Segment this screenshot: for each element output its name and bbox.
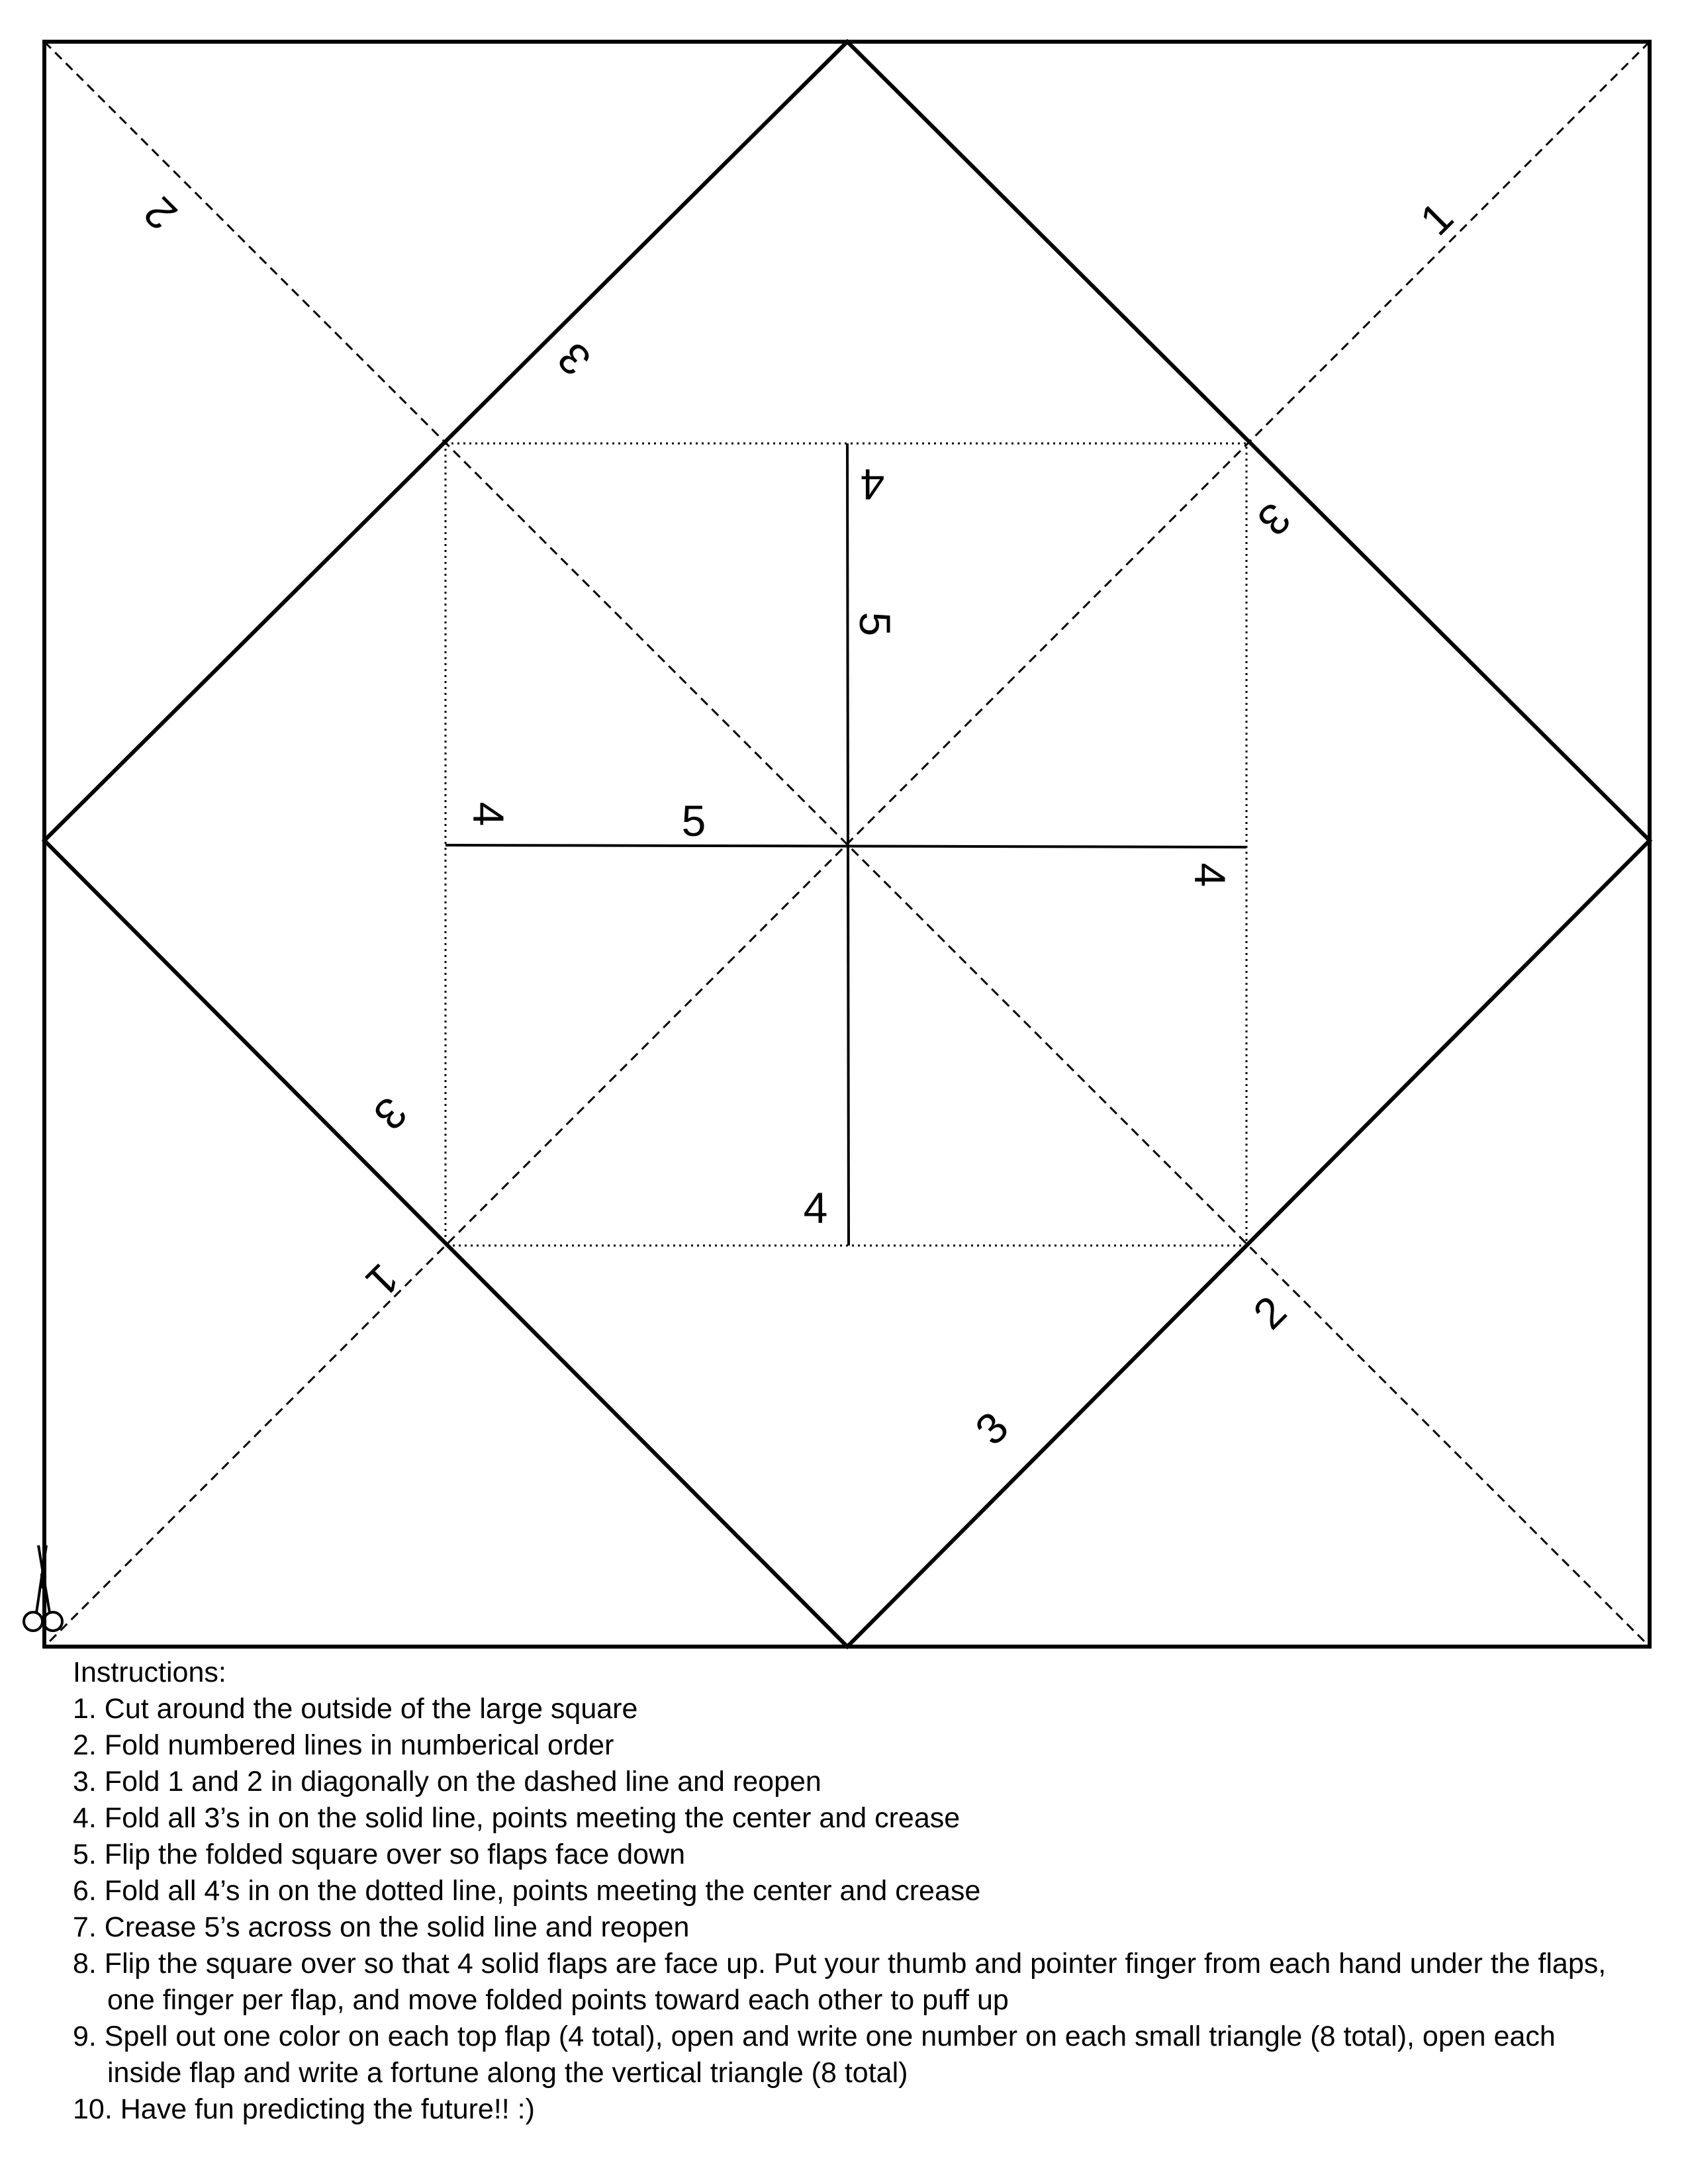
label-4-bottom-vertical: 4 — [803, 1183, 828, 1232]
label-4-right-horizontal: 4 — [1186, 862, 1235, 887]
label-5-left-horizontal: 5 — [681, 796, 706, 845]
label-2-top-left: 2 — [134, 187, 187, 240]
instruction-step: 10. Have fun predicting the future!! :) — [73, 2093, 535, 2125]
vertical-fold-5 — [847, 443, 849, 1246]
label-3-lower-right: 3 — [965, 1402, 1018, 1455]
instruction-step: 1. Cut around the outside of the large square — [73, 1693, 638, 1725]
label-4-left-horizontal: 4 — [464, 801, 513, 827]
instruction-step: 8. Flip the square over so that 4 solid flaps are face up. Put your thumb and pointer finger from each hand under the flaps, one finger per flap, and move folded points toward each other to puff up — [73, 1948, 1607, 2016]
label-4-top-vertical: 4 — [860, 460, 885, 509]
label-3-lower-left: 3 — [364, 1087, 417, 1140]
horizontal-fold-5 — [445, 845, 1246, 847]
instruction-step: 4. Fold all 3’s in on the solid line, points meeting the center and crease — [73, 1802, 961, 1834]
instruction-step: 6. Fold all 4’s in on the dotted line, points meeting the center and crease — [73, 1875, 981, 1907]
instruction-step: 2. Fold numbered lines in numberical order — [73, 1729, 614, 1761]
instruction-step: 3. Fold 1 and 2 in diagonally on the dashed line and reopen — [73, 1766, 821, 1797]
instructions-title: Instructions: — [73, 1657, 226, 1688]
instructions-block — [73, 1655, 1628, 2128]
instruction-step: 7. Crease 5’s across on the solid line and reopen — [73, 1911, 690, 1943]
instruction-step: 9. Spell out one color on each top flap (4 total), open and write one number on each small triangle (8 total), open each inside flap and write a fortune along the vertical triangle (8 total) — [73, 2021, 1556, 2089]
label-5-top-vertical: 5 — [851, 612, 900, 637]
label-1-top-right: 1 — [1410, 192, 1463, 245]
label-1-lower-left: 1 — [356, 1254, 409, 1307]
label-2-lower-right: 2 — [1243, 1286, 1296, 1339]
label-3-upper-left: 3 — [547, 333, 600, 386]
instructions-list — [73, 1691, 1628, 2128]
instruction-step: 5. Flip the folded square over so flaps face down — [73, 1839, 686, 1870]
label-3-upper-right: 3 — [1248, 493, 1301, 546]
